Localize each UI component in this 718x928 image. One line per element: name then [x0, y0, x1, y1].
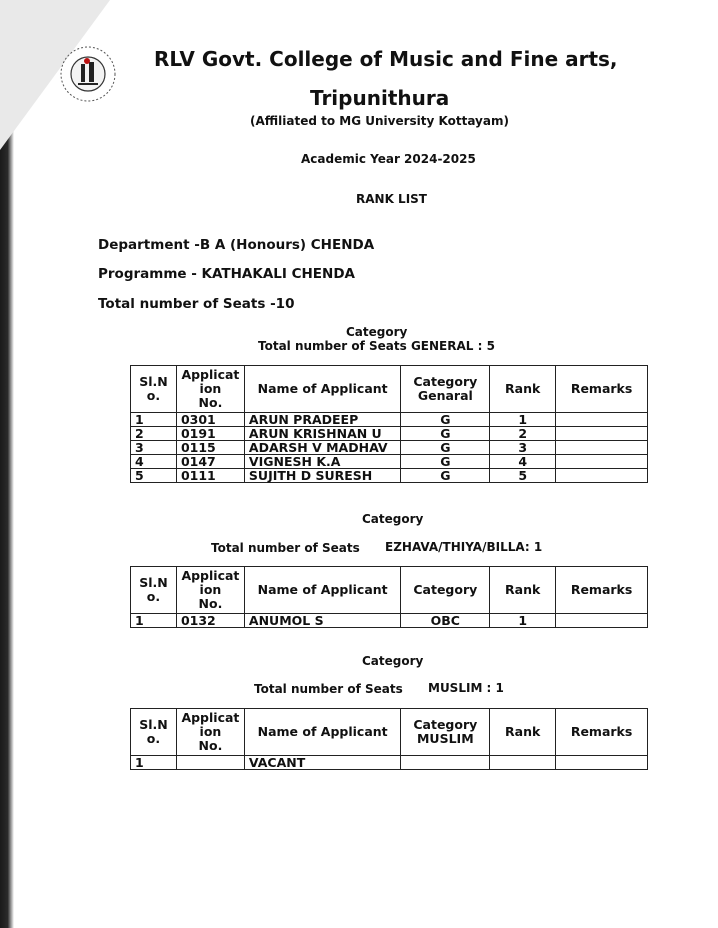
college-name-line2: Tripunithura	[310, 86, 450, 110]
col-header-slno: Sl.N o.	[131, 709, 177, 756]
table-row	[131, 455, 648, 469]
cell-remarks	[556, 614, 648, 628]
rank-table-ezhava	[130, 566, 648, 628]
section-muslim-seats-value: MUSLIM : 1	[428, 681, 504, 695]
cell-slno: 1	[131, 756, 177, 770]
cell-category: G	[401, 427, 490, 441]
cell-slno: 5	[131, 469, 177, 483]
total-seats-line: Total number of Seats -10	[98, 296, 295, 312]
col-header-category: Category Genaral	[401, 366, 490, 413]
cell-name: ADARSH V MADHAV	[244, 441, 400, 455]
col-header-slno: Sl.N o.	[131, 366, 177, 413]
table-row	[131, 413, 648, 427]
academic-year: Academic Year 2024-2025	[301, 152, 476, 166]
cell-appno: 0132	[176, 614, 244, 628]
cell-name: ANUMOL S	[244, 614, 400, 628]
cell-name: ARUN PRADEEP	[244, 413, 400, 427]
cell-category: OBC	[401, 614, 490, 628]
section-general-seats-label: Total number of Seats GENERAL : 5	[258, 339, 495, 353]
col-header-remarks: Remarks	[556, 567, 648, 614]
col-header-name: Name of Applicant	[244, 709, 400, 756]
table-row	[131, 756, 648, 770]
cell-slno: 3	[131, 441, 177, 455]
rank-table-general	[130, 365, 648, 483]
col-header-category: Category MUSLIM	[401, 709, 490, 756]
cell-slno: 1	[131, 413, 177, 427]
cell-appno: 0301	[176, 413, 244, 427]
table-row	[131, 427, 648, 441]
cell-slno: 4	[131, 455, 177, 469]
cell-rank: 2	[490, 427, 556, 441]
cell-slno: 1	[131, 614, 177, 628]
table-header-row	[131, 709, 648, 756]
col-header-name: Name of Applicant	[244, 567, 400, 614]
affiliation-text: (Affiliated to MG University Kottayam)	[250, 114, 509, 128]
table-row	[131, 614, 648, 628]
col-header-category: Category	[401, 567, 490, 614]
cell-name: VACANT	[244, 756, 400, 770]
cell-appno: 0147	[176, 455, 244, 469]
rank-table-muslim	[130, 708, 648, 770]
cell-category: G	[401, 455, 490, 469]
col-header-slno: Sl.N o.	[131, 567, 177, 614]
section-ezhava-seats-label: Total number of Seats	[211, 541, 360, 555]
cell-remarks	[556, 427, 648, 441]
col-header-appno: Applicat ion No.	[176, 567, 244, 614]
section-muslim-category-label: Category	[362, 654, 424, 668]
programme-line: Programme - KATHAKALI CHENDA	[98, 266, 355, 282]
cell-rank: 1	[490, 614, 556, 628]
section-muslim-seats-label: Total number of Seats	[254, 682, 403, 696]
cell-category: G	[401, 469, 490, 483]
cell-remarks	[556, 413, 648, 427]
cell-name: VIGNESH K.A	[244, 455, 400, 469]
table-header-row	[131, 567, 648, 614]
col-header-rank: Rank	[490, 567, 556, 614]
cell-name: SUJITH D SURESH	[244, 469, 400, 483]
col-header-remarks: Remarks	[556, 366, 648, 413]
col-header-appno: Applicat ion No.	[176, 709, 244, 756]
cell-category: G	[401, 441, 490, 455]
section-general-category-label: Category	[346, 325, 408, 339]
cell-name: ARUN KRISHNAN U	[244, 427, 400, 441]
cell-remarks	[556, 756, 648, 770]
cell-appno	[176, 756, 244, 770]
section-ezhava-seats-value: EZHAVA/THIYA/BILLA: 1	[385, 540, 543, 554]
department-line: Department -B A (Honours) CHENDA	[98, 237, 375, 253]
cell-rank: 3	[490, 441, 556, 455]
document-title: RANK LIST	[356, 192, 427, 206]
cell-rank	[490, 756, 556, 770]
col-header-remarks: Remarks	[556, 709, 648, 756]
cell-remarks	[556, 469, 648, 483]
cell-slno: 2	[131, 427, 177, 441]
section-ezhava-category-label: Category	[362, 512, 424, 526]
cell-category: G	[401, 413, 490, 427]
cell-rank: 1	[490, 413, 556, 427]
col-header-rank: Rank	[490, 366, 556, 413]
college-seal-logo	[58, 44, 118, 104]
cell-remarks	[556, 455, 648, 469]
cell-category	[401, 756, 490, 770]
cell-rank: 4	[490, 455, 556, 469]
table-row	[131, 441, 648, 455]
col-header-rank: Rank	[490, 709, 556, 756]
cell-appno: 0115	[176, 441, 244, 455]
col-header-name: Name of Applicant	[244, 366, 400, 413]
table-header-row	[131, 366, 648, 413]
col-header-appno: Applicat ion No.	[176, 366, 244, 413]
cell-appno: 0111	[176, 469, 244, 483]
table-row	[131, 469, 648, 483]
cell-remarks	[556, 441, 648, 455]
cell-rank: 5	[490, 469, 556, 483]
cell-appno: 0191	[176, 427, 244, 441]
college-name-line1: RLV Govt. College of Music and Fine arts,	[154, 47, 618, 71]
